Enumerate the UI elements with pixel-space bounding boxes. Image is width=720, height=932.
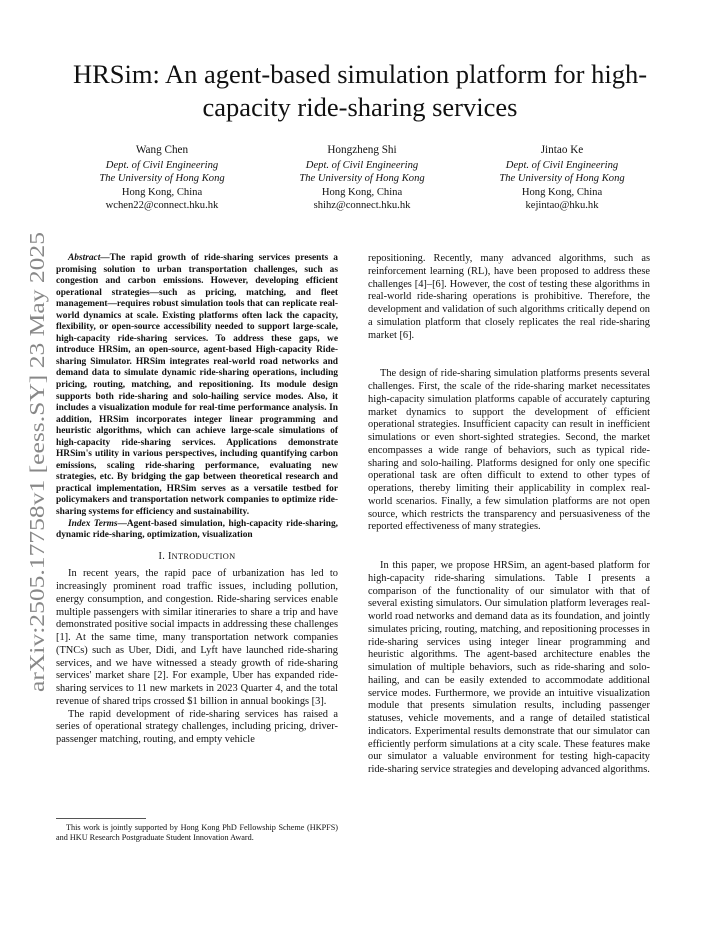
author-email: shihz@connect.hku.hk <box>313 200 411 212</box>
body-paragraph: In this paper, we propose HRSim, an agent-based platform for high-capacity ride-sharing simulations. Table I presents a comparison of the functionality of our simulator with that of several existing simulators. Our simulation platform leverages real-world road networks and demand data as its foundation, and jointly simulates pricing, routing, matching, and repositioning processes in ride-sharing services using integer linear programming and heuristic algorithms. The agent-based architecture enables the simulation of multiple behaviors, such as ride-sharing and solo-hailing, and can be easily extended to accommodate additional service modes. Furthermore, we provide an intuitive visualization module that presents simulation results, including passenger statuses, vehicle movements, and a range of detailed statistical indicators. Experimental results demonstrate that our simulator can efficiently perform simulations at a city scale. These features make our simulator a valuable environment for testing high-capacity ride-sharing service strategies and developing advanced algorithms. <box>368 560 650 775</box>
author-university: The University of Hong Kong <box>499 173 625 185</box>
paper-title: HRSim: An agent-based simulation platform for high-capacity ride-sharing services <box>72 59 648 122</box>
author-university: The University of Hong Kong <box>299 173 425 185</box>
author-location: Hong Kong, China <box>321 186 403 198</box>
author-1 <box>62 144 262 213</box>
section-heading <box>56 551 338 564</box>
body-paragraph: In recent years, the rapid pace of urbanization has led to increasingly prominent road traffic issues, including pollution, energy consumption, and congestion. Ride-sharing services enable multiple passengers with similar itineraries to share a trip and have demonstrated positive social impacts in addressing these challenges [1]. At the same time, many transportation network companies (TNCs) such as Uber, Didi, and Lyft have launched ride-sharing services, and we have witnessed a steady growth of ride-sharing services' market share [2]. For example, Uber has expanded ride-sharing services to 11 new markets in 2023 Quarter 4, and the total revenue of shared trips crossed $1 billion in annual bookings [3]. <box>56 568 338 707</box>
author-dept: Dept. of Civil Engineering <box>105 159 219 171</box>
index-terms-label: Index Terms <box>68 518 118 529</box>
author-email: wchen22@connect.hku.hk <box>105 200 219 212</box>
author-name: Wang Chen <box>135 144 189 156</box>
footnote-rule <box>56 818 146 819</box>
body-paragraph: The design of ride-sharing simulation platforms presents several challenges. First, the scale of the ride-sharing market necessitates high-capacity simulation platforms capable of accurately capturing market dynamics to support the development of efficient operational strategies. Insufficient capacity can result in inefficient simulations or even short-sighted strategies. Second, the market encompasses a wide range of behaviors, such as typical ride-sharing and solo-hailing. Platforms designed for only one specific operational task are often difficult to extend to other types of operations, thereby limiting their applicability in complex real-world scenarios. Finally, a few simulation platforms are not open source, which restricts the transparency and persuasiveness of the reported effectiveness of many strategies. <box>368 368 650 533</box>
author-dept: Dept. of Civil Engineering <box>305 159 419 171</box>
body-paragraph: repositioning. Recently, many advanced algorithms, such as reinforcement learning (RL), have been proposed to address these challenges [4]–[6]. However, the cost of testing these algorithms in real-world ride-sharing operations is prohibitive. Therefore, the development and validation of such algorithms critically depend on a simulation platform that closely replicates the real ride-sharing market [6]. <box>368 253 650 341</box>
arxiv-identifier <box>14 232 54 692</box>
author-block <box>62 144 662 213</box>
abstract-label: Abstract <box>68 253 101 263</box>
abstract <box>56 253 338 519</box>
author-location: Hong Kong, China <box>521 186 603 198</box>
author-name: Jintao Ke <box>540 144 584 156</box>
section-number: I. <box>158 550 166 562</box>
body-paragraph: The rapid development of ride-sharing services has raised a series of operational strategy challenges, including pricing, driver-passenger matching, routing, and empty vehicle <box>56 708 338 746</box>
footnote: This work is jointly supported by Hong Kong PhD Fellowship Scheme (HKPFS) and HKU Research Postgraduate Student Innovation Award. <box>56 823 338 842</box>
section-title: INTRODUCTION <box>167 550 236 562</box>
abstract-text: —The rapid growth of ride-sharing services presents a promising solution to urban transportation challenges, such as congestion and carbon emissions. However, developing efficient operational strategies—such as pricing, matching, and fleet management—requires robust simulation tools that can replicate real-world dynamics at scale. Existing platforms often lack the capacity, flexibility, or open-source accessibility needed to support large-scale, high-capacity ride-sharing services. To address these gaps, we introduce HRSim, an open-source, agent-based High-capacity Ride-sharing Simulator. HRSim integrates real-world road networks and demand data to simulate dynamic ride-sharing operations, including pricing, routing, matching, and repositioning. Its module design supports both ride-sharing and solo-hailing service modes. Also, it includes a visualization module for real-time performance analysis. In addition, HRSim incorporates integer linear programming and heuristic algorithms, which can achieve large-scale simulations of high-capacity ride-sharing services. Applications demonstrate HRSim's utility in various perspectives, including quantifying carbon emissions, scaling ride-sharing performance, evaluating new strategies, etc. By bridging the gap between theoretical research and practical implementation, HRSim serves as a versatile testbed for policymakers and transportation network companies to optimize ride-sharing systems for efficiency and sustainability. <box>56 253 338 518</box>
author-university: The University of Hong Kong <box>99 173 225 185</box>
index-terms-text: —Agent-based simulation, high-capacity ride-sharing, dynamic ride-sharing, optimization, visualization <box>56 518 338 541</box>
index-terms <box>56 519 338 542</box>
right-column <box>368 253 650 777</box>
author-2 <box>262 144 462 213</box>
author-3 <box>462 144 662 213</box>
author-name: Hongzheng Shi <box>327 144 397 156</box>
author-dept: Dept. of Civil Engineering <box>505 159 619 171</box>
left-column <box>56 253 338 747</box>
author-email: kejintao@hku.hk <box>525 200 599 212</box>
arxiv-identifier-text: arXiv:2505.17758v1 [eess.SY] 23 May 2025 <box>25 305 49 692</box>
author-location: Hong Kong, China <box>121 186 203 198</box>
